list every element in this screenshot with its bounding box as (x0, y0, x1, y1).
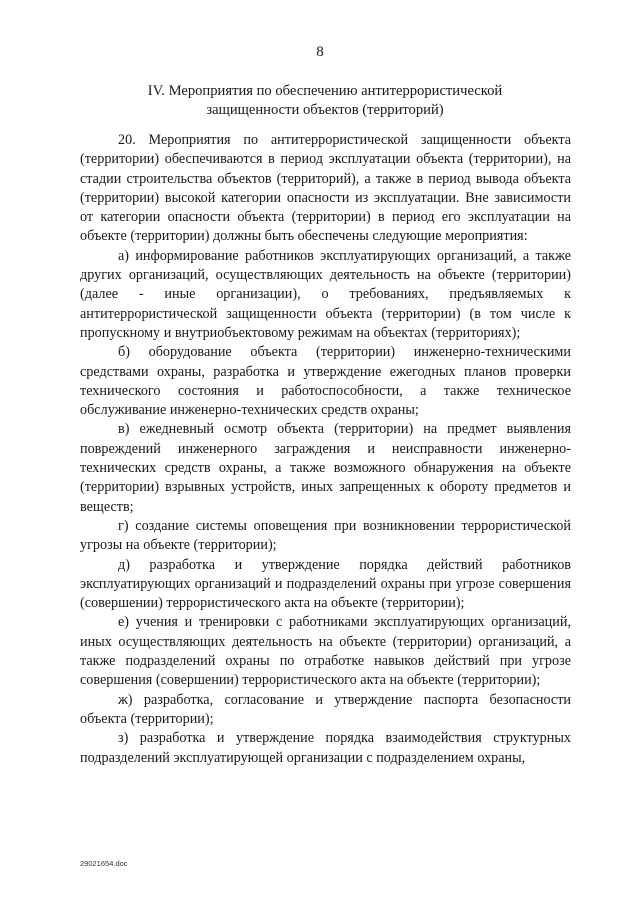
section-heading (80, 82, 570, 120)
paragraph-20: 20. Мероприятия по антитеррористической защищенности объекта (территории) обеспечиваются в период эксплуатации объекта (территории), на стадии строительства объектов (территорий), а также в период вывода объекта (территории) высокой категории опасности из эксплуатации. Вне зависимости от категории опасности объекта (территории) в период его эксплуатации на объекте (территории) должны быть обеспечены следующие мероприятия: (80, 132, 571, 245)
footer-file-code: 29021654.doc (80, 859, 128, 868)
paragraph-item-b: б) оборудование объекта (территории) инженерно-техническими средствами охраны, разработка и утверждение ежегодных планов проверки технического состояния и работоспособности, а также техническое обслуживание инженерно-технических средств охраны; (80, 344, 571, 419)
paragraph-item-d: д) разработка и утверждение порядка действий работников эксплуатирующих организаций и подразделений охраны при угрозе совершения (совершении) террористического акта на объекте (территории); (80, 556, 571, 612)
section-heading-line-1: IV. Мероприятия по обеспечению антитеррористической (147, 83, 503, 99)
paragraph-item-v: в) ежедневный осмотр объекта (территории) на предмет выявления повреждений инженерного заграждения и неисправности инженерно-технических средств охраны, а также возможного обнаружения на объекте (территории) взрывных устройств, иных запрещенных к обороту предметов и веществ; (80, 421, 571, 515)
paragraph-item-zh: ж) разработка, согласование и утверждение паспорта безопасности объекта (территории); (80, 691, 571, 727)
paragraph-item-e: е) учения и тренировки с работниками эксплуатирующих организаций, иных осуществляющих деятельность на объекте (территории) организаций, а также подразделений охраны по отработке навыков действий при угрозе совершения (совершении) террористического акта на объекте (территории); (80, 614, 571, 689)
paragraph-item-a: а) информирование работников эксплуатирующих организаций, а также других организаций, осуществляющих деятельность на объекте (территории) (далее - иные организации), о требованиях, предъявляемых к антитеррористической защищенности объекта (территории) (в том числе к пропускному и внутриобъектовому режимам на объектах (территориях); (80, 247, 571, 341)
section-heading-line-2: защищенности объектов (территорий) (206, 102, 444, 118)
document-body (80, 131, 571, 768)
paragraph-item-z: з) разработка и утверждение порядка взаимодействия структурных подразделений эксплуатирующей организации с подразделением охраны, (80, 730, 571, 766)
paragraph-item-g: г) создание системы оповещения при возникновении террористической угрозы на объекте (территории); (80, 517, 571, 554)
page-number: 8 (316, 44, 324, 60)
